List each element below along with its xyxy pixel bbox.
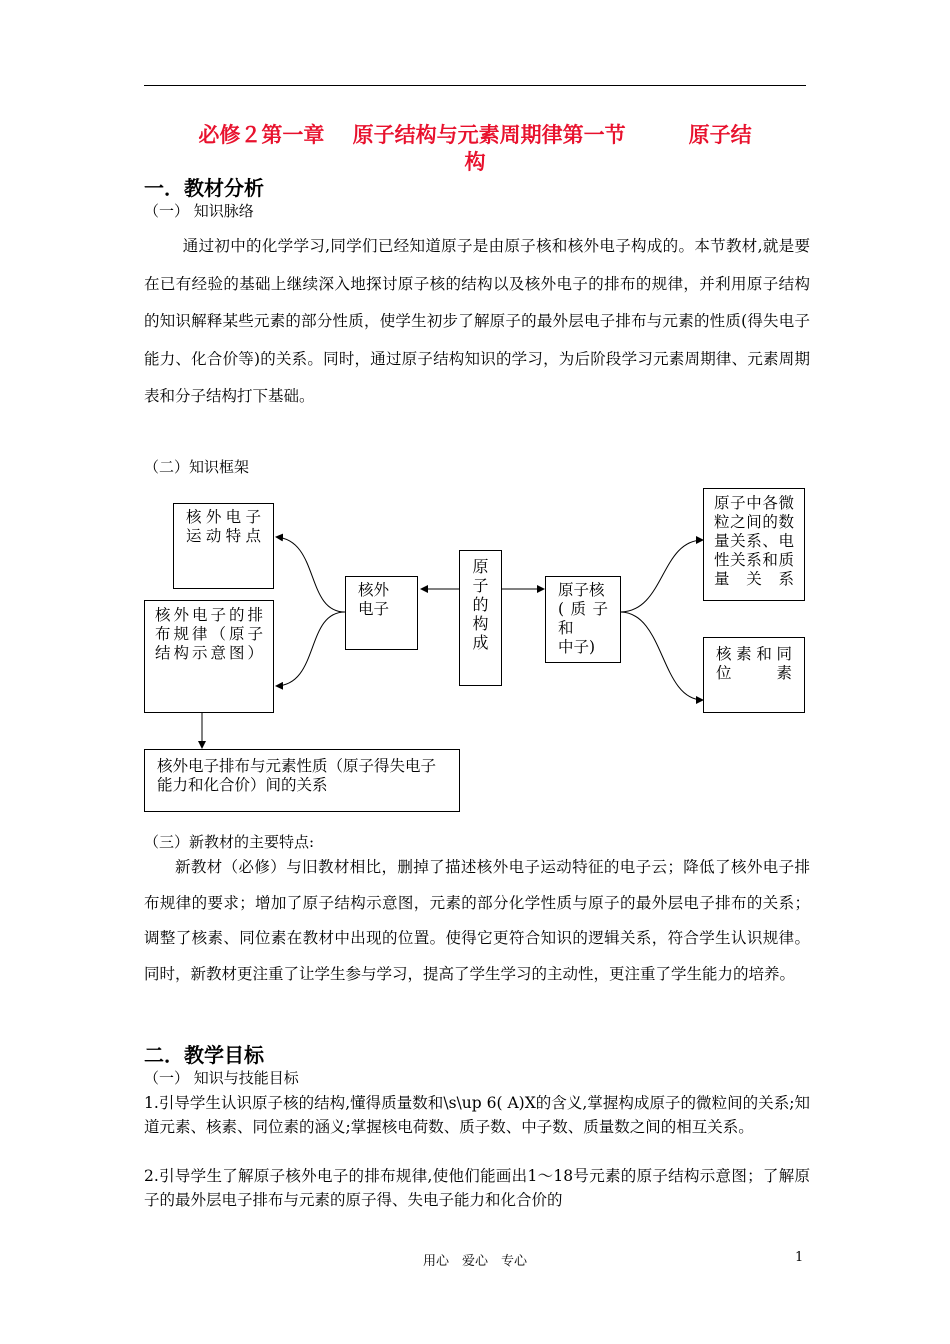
arrow-to-arrangement <box>276 612 345 686</box>
footer-motto: 用心 爱心 专心 <box>422 1254 527 1269</box>
box-nucleus <box>545 576 621 663</box>
nucleus-line-3: 中子) <box>558 638 596 656</box>
arrow-to-relations <box>620 540 703 612</box>
box-particle-relations: 原子中各微粒之间的数量关系、电性关系和质量关系 <box>703 488 805 601</box>
electrons-line-1: 核外 <box>358 581 390 599</box>
section-2-heading: 二．教学目标 <box>144 1043 264 1067</box>
box-nuclide-isotopes: 核素和同位素 <box>703 637 805 713</box>
nucleus-line-2: (质子和 <box>558 600 608 637</box>
section-1-sub-1: （一） 知识脉络 <box>144 202 254 220</box>
section-2-sub-1: （一） 知识与技能目标 <box>144 1069 299 1087</box>
arrow-to-motion <box>276 537 345 612</box>
nucleus-line-1: 原子核 <box>558 581 605 599</box>
section-1-sub-3: （三）新教材的主要特点: <box>144 833 315 851</box>
title-line-2: 构 <box>464 150 486 174</box>
box-electron-arrangement: 核外电子的排布规律（原子结构示意图） <box>144 600 274 713</box>
section-1-heading: 一．教材分析 <box>144 176 264 200</box>
box-outer-electrons <box>345 576 418 650</box>
composition-char-3: 的 <box>472 595 489 614</box>
composition-char-1: 原 <box>472 557 489 576</box>
objective-item-1: 1.引导学生认识原子核的结构,懂得质量数和\s\up 6( A)X的含义,掌握构成原子的微粒间的关系;知道元素、核素、同位素的涵义;掌握核电荷数、质子数、中子数、质量数之间的相互关系。 <box>144 1094 810 1136</box>
composition-char-4: 构 <box>472 614 489 633</box>
electrons-line-2: 电子 <box>358 600 390 618</box>
section-1-paragraph-1: 通过初中的化学学习,同学们已经知道原子是由原子核和核外电子构成的。本节教材,就是要在已有经验的基础上继续深入地探讨原子核的结构以及核外电子的排布的规律，并利用原子结构的知识解释某些元素的部分性质，使学生初步了解原子的最外层电子排布与元素的性质(得失电子能力、化合价等)的关系。同时，通过原子结构知识的学习，为后阶段学习元素周期律、元素周期表和分子结构打下基础。 <box>144 237 810 405</box>
box-atomic-composition <box>459 550 502 686</box>
box-electron-motion: 核外电子运动特点 <box>173 503 274 589</box>
objective-item-2: 2.引导学生了解原子核外电子的排布规律,使他们能画出1～18号元素的原子结构示意图；了解原子的最外层电子排布与元素的原子得、失电子能力和化合价的 <box>144 1167 810 1209</box>
section-1-paragraph-3: 新教材（必修）与旧教材相比，删掉了描述核外电子运动特征的电子云；降低了核外电子排布规律的要求；增加了原子结构示意图，元素的部分化学性质与原子的最外层电子排布的关系；调整了核素、同位素在教材中出现的位置。使得它更符合知识的逻辑关系，符合学生认识规律。同时，新教材更注重了让学生参与学习，提高了学生学习的主动性，更注重了学生能力的培养。 <box>144 858 810 983</box>
composition-char-2: 子 <box>472 576 489 595</box>
title-line-1: 必修２第一章 原子结构与元素周期律第一节 原子结 <box>198 123 752 147</box>
composition-char-5: 成 <box>472 633 489 652</box>
page-number: 1 <box>795 1250 804 1265</box>
box-electron-properties: 核外电子排布与元素性质（原子得失电子能力和化合价）间的关系 <box>144 749 460 812</box>
arrow-to-isotopes <box>620 612 703 700</box>
section-1-sub-2: （二）知识框架 <box>144 458 250 476</box>
